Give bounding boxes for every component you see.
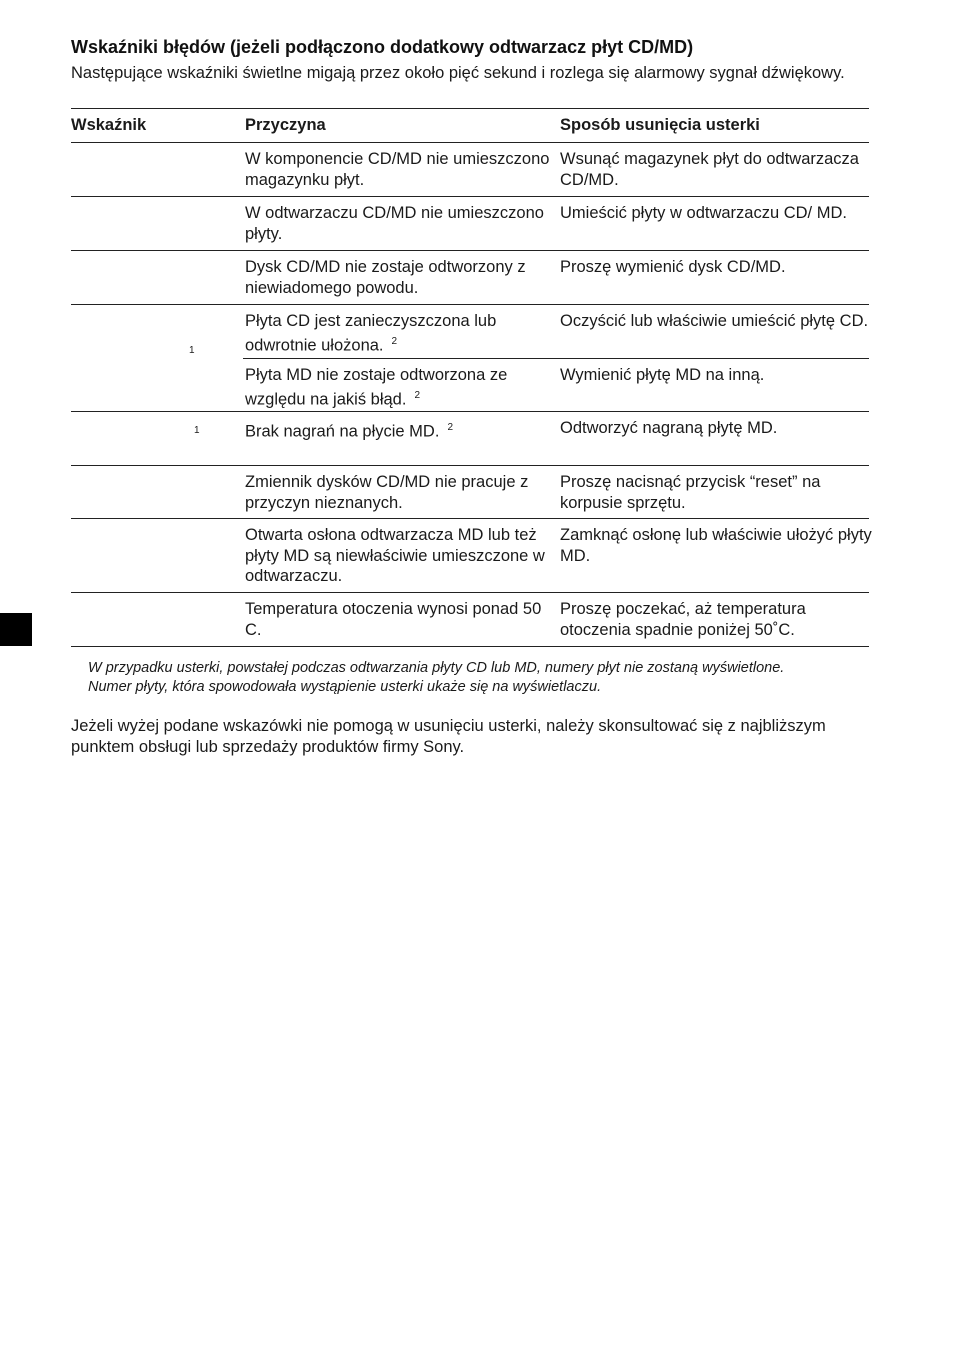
cause-cell: Otwarta osłona odtwarzacza MD lub też płyty MD są niewłaściwie umieszczone w odtwarzaczu. (245, 526, 545, 585)
header-fix: Sposób usunięcia usterki (560, 116, 760, 134)
cause-text: Płyta CD jest zanieczyszczona lub odwrotnie ułożona. (245, 312, 497, 354)
table-row (71, 197, 869, 251)
cause-cell (245, 311, 555, 356)
fix-cell: Proszę wymienić dysk CD/MD. (560, 258, 786, 276)
table-row (71, 412, 869, 466)
fix-cell: Umieścić płyty w odtwarzaczu CD/ MD. (560, 204, 847, 222)
section-heading: Wskaźniki błędów (jeżeli podłączono dodatkowy odtwarzacz płyt CD/MD) (71, 37, 694, 57)
closing-paragraph: Jeżeli wyżej podane wskazówki nie pomogą w usunięciu usterki, należy skonsultować się z najbliższym punktem obsługi lub sprzedaży produktów firmy Sony. (71, 717, 826, 756)
cause-cell (245, 365, 555, 410)
cause-cell: Dysk CD/MD nie zostaje odtworzony z niewiadomego powodu. (245, 258, 526, 297)
cause-cell: W odtwarzaczu CD/MD nie umieszczono płyty. (245, 204, 544, 243)
table-row (71, 519, 872, 593)
fix-cell: Oczyścić lub właściwie umieścić płytę CD. (560, 312, 869, 330)
header-indicator: Wskaźnik (71, 116, 147, 134)
fix-cell: Zamknąć osłonę lub właściwie ułożyć płyty MD. (560, 526, 872, 565)
intro-paragraph: Następujące wskaźniki świetlne migają przez około pięć sekund i rozlega się alarmowy sygnał dźwiękowy. (71, 64, 845, 82)
footnotes (88, 659, 888, 696)
cause-cell: W komponencie CD/MD nie umieszczono magazynku płyt. (245, 150, 550, 189)
indicator-footnote-mark: 1 (189, 345, 195, 356)
table-row (71, 593, 869, 646)
fix-cell: Proszę poczekać, aż temperatura otoczenia spadnie poniżej 50˚C. (560, 600, 806, 639)
table-row (71, 466, 869, 519)
section-tab-marker (0, 613, 32, 646)
header-cause: Przyczyna (245, 116, 326, 134)
cause-footnote-mark: 2 (414, 389, 420, 401)
cause-cell: Temperatura otoczenia wynosi ponad 50 C. (245, 600, 542, 639)
error-indicator-table (71, 108, 872, 647)
cause-text: Brak nagrań na płycie MD. (245, 422, 440, 441)
table-row (71, 143, 869, 197)
fix-cell: Proszę nacisnąć przycisk “reset” na korpusie sprzętu. (560, 473, 821, 512)
cause-text: Płyta MD nie zostaje odtworzona ze względu na jakiś błąd. (245, 366, 508, 408)
table-row (71, 251, 869, 305)
table-header (71, 109, 869, 143)
footnote-1: W przypadku usterki, powstałej podczas odtwarzania płyty CD lub MD, numery płyt nie zostaną wyświetlone. (88, 660, 785, 676)
indicator-footnote-mark: 1 (194, 425, 200, 436)
table-row-group (71, 305, 869, 412)
cause-cell: Zmiennik dysków CD/MD nie pracuje z przyczyn nieznanych. (245, 473, 529, 512)
fix-cell: Wymienić płytę MD na inną. (560, 366, 765, 384)
cause-footnote-mark: 2 (391, 335, 398, 347)
table-subrow (71, 305, 869, 358)
table-subrow (243, 358, 869, 411)
cause-cell (245, 418, 555, 442)
footnote-2: Numer płyty, która spowodowała wystąpienie usterki ukaże się na wyświetlaczu. (88, 678, 602, 695)
cause-footnote-mark: 2 (447, 422, 453, 433)
fix-cell: Odtworzyć nagraną płytę MD. (560, 419, 778, 437)
fix-cell: Wsunąć magazynek płyt do odtwarzacza CD/MD. (560, 150, 859, 189)
